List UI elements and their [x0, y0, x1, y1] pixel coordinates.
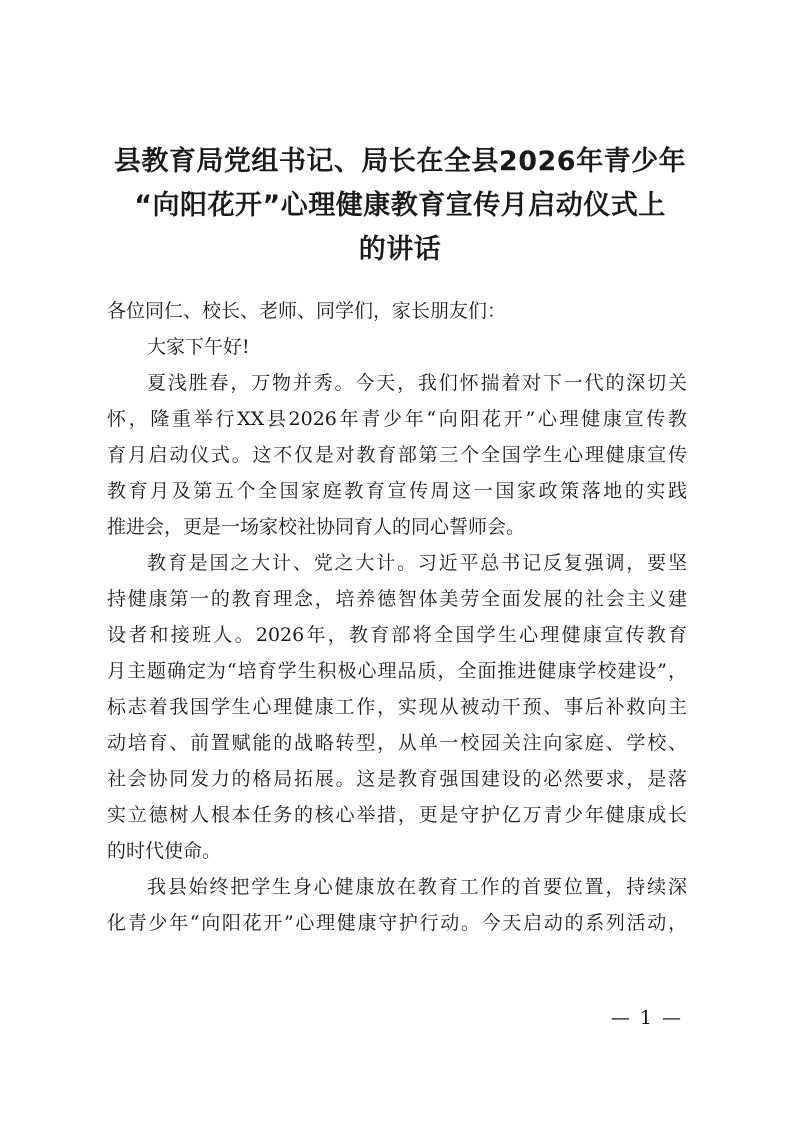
paragraph-line: 月主题确定为“培育学生积极心理品质，全面推进健康学校建设”，	[107, 660, 687, 682]
title-line: “向阳花开”心理健康教育宣传月启动仪式上	[134, 190, 666, 221]
paragraph-line: 化青少年“向阳花开”心理健康守护行动。今天启动的系列活动，	[107, 912, 687, 934]
paragraph	[107, 365, 687, 545]
paragraph-line: 教育是国之大计、党之大计。习近平总书记反复强调，要坚	[147, 552, 687, 574]
paragraph-line: 标志着我国学生心理健康工作，实现从被动干预、事后补救向主	[107, 696, 687, 718]
paragraph-line: 社会协同发力的格局拓展。这是教育强国建设的必然要求，是落	[107, 768, 687, 790]
document-body	[107, 293, 687, 941]
paragraph-line: 推进会，更是一场家校社协同育人的同心誓师会。	[107, 516, 526, 538]
greeting: 大家下午好!	[147, 336, 250, 358]
title-line: 的讲话	[358, 234, 442, 265]
paragraph-line: 教育月及第五个全国家庭教育宣传周这一国家政策落地的实践	[107, 480, 687, 502]
title-line: 县教育局党组书记、局长在全县2026年青少年	[113, 146, 687, 177]
paragraph-line: 动培育、前置赋能的战略转型，从单一校园关注向家庭、学校、	[107, 732, 687, 754]
paragraph-line: 实立德树人根本任务的核心举措，更是守护亿万青少年健康成长	[107, 804, 687, 826]
page-number: — 1 —	[610, 1007, 683, 1029]
salutation: 各位同仁、校长、老师、同学们，家长朋友们：	[107, 300, 507, 322]
paragraph	[107, 545, 687, 869]
paragraph-line: 持健康第一的教育理念，培养德智体美劳全面发展的社会主义建	[107, 588, 687, 610]
paragraph-line: 怀，隆重举行XX县2026年青少年“向阳花开”心理健康宣传教	[107, 408, 687, 430]
paragraph	[107, 869, 687, 941]
paragraph-line: 夏浅胜春，万物并秀。今天，我们怀揣着对下一代的深切关	[147, 372, 687, 394]
paragraph-line: 设者和接班人。2026年，教育部将全国学生心理健康宣传教育	[107, 624, 687, 646]
paragraph-line: 的时代使命。	[107, 840, 222, 862]
paragraph-line: 我县始终把学生身心健康放在教育工作的首要位置，持续深	[147, 876, 687, 898]
document-title	[100, 140, 700, 272]
paragraph-line: 育月启动仪式。这不仅是对教育部第三个全国学生心理健康宣传	[107, 444, 687, 466]
